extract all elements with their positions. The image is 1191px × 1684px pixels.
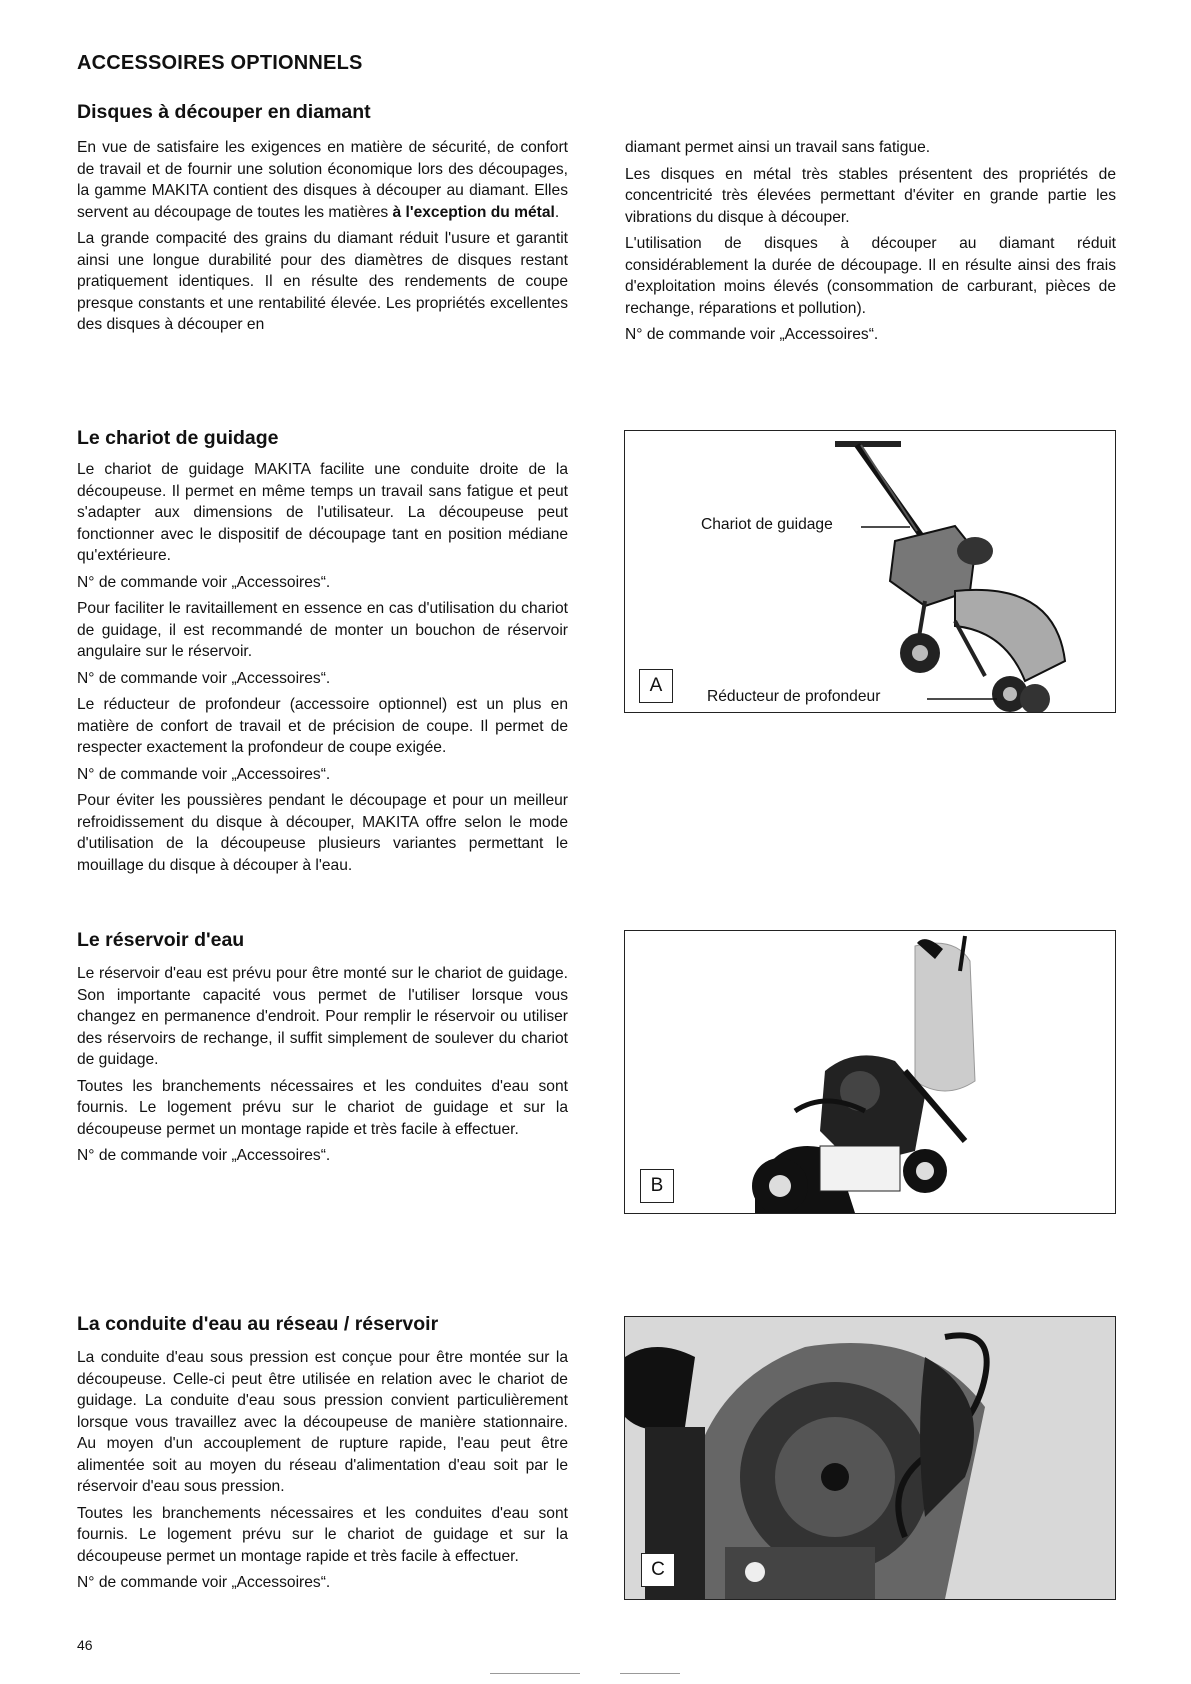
chariot-paragraph-1: Le chariot de guidage MAKITA facilite une conduite droite de la découpeuse. Il permet en même temps un travail sans fatigue et peut s'adapter aux dimensions de l'utilisateur. La découpeuse peut fonctionner avec le dispositif de découpage tant en position médiane qu'extérieure. (77, 461, 568, 564)
section-heading-conduite: La conduite d'eau au réseau / réservoir (77, 1313, 439, 1335)
conduite-paragraph-2: Toutes les branchements nécessaires et les conduites d'eau sont fournis. Le logement prévu sur le chariot de guidage et sur la découpeuse permet un montage rapide et très facile à effectuer. (77, 1504, 568, 1565)
figure-c-label: C (641, 1553, 675, 1587)
scan-artifact (490, 1673, 580, 1674)
chariot-order-number-3: N° de commande voir „Accessoires“. (77, 765, 331, 783)
figure-b-label: B (640, 1169, 674, 1203)
water-line-photo (625, 1317, 1115, 1599)
figure-c (624, 1316, 1116, 1600)
disques-left-column (77, 137, 568, 341)
chariot-order-number-1: N° de commande voir „Accessoires“. (77, 573, 331, 591)
disques-order-number: N° de commande voir „Accessoires“. (625, 326, 879, 343)
disques-paragraph-2-continued: diamant permet ainsi un travail sans fatigue. (625, 139, 931, 156)
section-heading-chariot: Le chariot de guidage (77, 427, 279, 449)
page-number: 46 (77, 1637, 93, 1653)
chariot-order-number-2: N° de commande voir „Accessoires“. (77, 669, 331, 687)
reservoir-order-number: N° de commande voir „Accessoires“. (77, 1147, 331, 1164)
conduite-column (77, 1347, 568, 1599)
callout-reducteur-de-profondeur: Réducteur de profondeur (707, 688, 881, 705)
reservoir-paragraph-1: Le réservoir d'eau est prévu pour être monté sur le chariot de guidage. Son importante capacité vous permet de l'utiliser lorsque vous changez en permanence d'endroit. Pour remplir le réservoir ou utiliser des réservoirs de rechange, il suffit simplement de soulever du chariot de guidage. (77, 965, 568, 1068)
chariot-paragraph-4: Pour éviter les poussières pendant le découpage et pour un meilleur refroidissement du disque à découper, MAKITA offre selon le mode d'utilisation de la découpeuse plusieurs variantes permettant le mouillage du disque à découper à l'eau. (77, 792, 568, 874)
disques-paragraph-4: L'utilisation de disques à découper au diamant réduit considérablement la durée de découpage. Il en résulte ainsi des frais d'exploitation moins élevés (consommation de carburant, pièces de rechange, réparations et pollution). (625, 235, 1116, 317)
chariot-paragraph-2: Pour faciliter le ravitaillement en essence en cas d'utilisation du chariot de guidage, il est recommandé de monter un bouchon de réservoir angulaire sur le réservoir. (77, 600, 568, 660)
reservoir-column (77, 963, 568, 1172)
disques-bold-exception: à l'exception du métal (392, 203, 555, 221)
disques-paragraph-2: La grande compacité des grains du diamant réduit l'usure et garantit ainsi une longue durabilité pour des diamètres de disques restant pratiquement identiques. Il en résulte des rendements de coupe presque constants et une rentabilité élevée. Les propriétés excellentes des disques à découper en (77, 230, 568, 333)
disques-paragraph-3: Les disques en métal très stables présentent des propriétés de concentricité très élevées permettant d'éviter en grande partie les vibrations du disque à découper. (625, 165, 1116, 226)
conduite-order-number: N° de commande voir „Accessoires“. (77, 1574, 331, 1591)
chariot-column (77, 459, 568, 881)
disques-paragraph-1: En vue de satisfaire les exigences en matière de sécurité, de confort de travail et de fournir une solution économique lors des découpages, la gamme MAKITA contient des disques à découper au diamant. Elles servent au découpage de toutes les matières à l'exception du métal. (77, 139, 568, 221)
disques-right-column (625, 137, 1116, 351)
water-tank-cart-photo (625, 931, 1115, 1213)
figure-a (624, 430, 1116, 713)
callout-chariot-de-guidage: Chariot de guidage (701, 516, 833, 533)
figure-b (624, 930, 1116, 1214)
section-heading-reservoir: Le réservoir d'eau (77, 929, 245, 951)
section-heading-disques: Disques à découper en diamant (77, 101, 371, 123)
reservoir-paragraph-2: Toutes les branchements nécessaires et les conduites d'eau sont fournis. Le logement prévu sur le chariot de guidage et sur la découpeuse permet un montage rapide et très facile à effectuer. (77, 1077, 568, 1138)
figure-a-label: A (639, 669, 673, 703)
guide-cart-illustration (625, 431, 1115, 712)
conduite-paragraph-1: La conduite d'eau sous pression est conçue pour être montée sur la découpeuse. Celle-ci peut être utilisée en relation avec le chariot de guidage. La conduite d'eau sous pression convient particulièrement lorsque vous travaillez avec la découpeuse de manière stationnaire. Au moyen d'un accouplement de rupture rapide, l'eau peut être alimentée soit au moyen du réseau d'alimentation d'eau soit par le réservoir d'eau sous pression. (77, 1349, 568, 1495)
scan-artifact (620, 1673, 680, 1674)
chariot-paragraph-3: Le réducteur de profondeur (accessoire optionnel) est un plus en matière de confort de travail et de précision de coupe. Il permet de respecter exactement la profondeur de coupe exigée. (77, 696, 568, 756)
page-title: ACCESSOIRES OPTIONNELS (77, 52, 363, 74)
